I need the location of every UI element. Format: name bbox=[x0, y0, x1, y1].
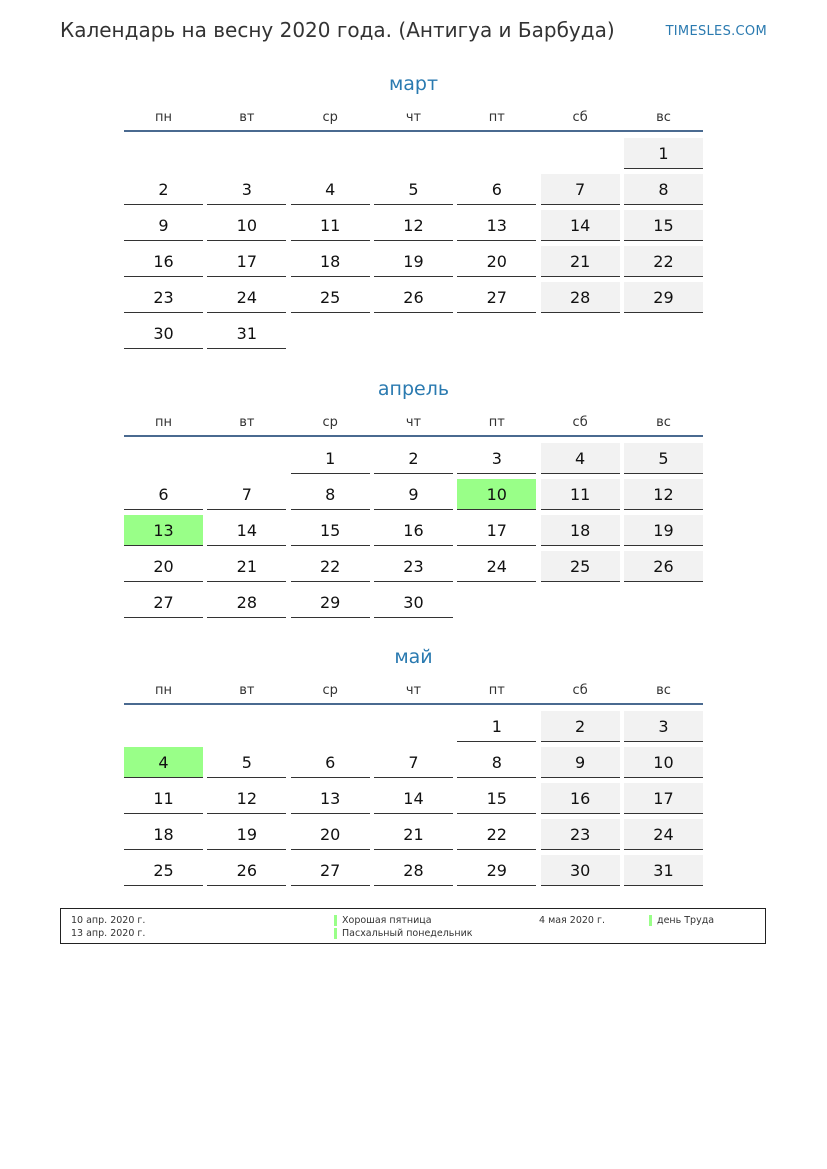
weekday-label: сб bbox=[572, 415, 588, 430]
empty-cell bbox=[291, 711, 370, 742]
day-cell: 24 bbox=[457, 551, 536, 582]
day-cell: 7 bbox=[374, 747, 453, 778]
day-cell: 24 bbox=[207, 282, 286, 313]
day-cell: 26 bbox=[624, 551, 703, 582]
day-cell: 16 bbox=[124, 246, 203, 277]
holiday-day-cell: 13 bbox=[124, 515, 203, 546]
weekday-label: сб bbox=[572, 110, 588, 125]
holiday-day-cell: 4 bbox=[124, 747, 203, 778]
day-cell: 7 bbox=[207, 479, 286, 510]
empty-cell bbox=[541, 138, 620, 169]
day-cell: 25 bbox=[541, 551, 620, 582]
weekday-label: пт bbox=[488, 110, 505, 125]
day-cell: 14 bbox=[541, 210, 620, 241]
empty-cell bbox=[124, 138, 203, 169]
weekday-label: пн bbox=[155, 110, 172, 125]
legend-date: 10 апр. 2020 г. bbox=[71, 915, 146, 926]
day-grid bbox=[124, 138, 703, 349]
weekday-label: чт bbox=[405, 683, 422, 698]
day-cell: 26 bbox=[207, 855, 286, 886]
day-cell: 6 bbox=[457, 174, 536, 205]
weekday-label: ср bbox=[322, 415, 338, 430]
empty-cell bbox=[374, 711, 453, 742]
day-cell: 15 bbox=[624, 210, 703, 241]
day-cell: 22 bbox=[291, 551, 370, 582]
day-cell: 30 bbox=[374, 587, 453, 618]
day-cell: 2 bbox=[124, 174, 203, 205]
day-cell: 12 bbox=[374, 210, 453, 241]
holiday-day-cell: 10 bbox=[457, 479, 536, 510]
day-cell: 30 bbox=[124, 318, 203, 349]
legend-name bbox=[657, 914, 714, 927]
day-cell: 8 bbox=[457, 747, 536, 778]
day-cell: 5 bbox=[374, 174, 453, 205]
day-cell: 31 bbox=[624, 855, 703, 886]
day-cell: 19 bbox=[374, 246, 453, 277]
empty-cell bbox=[207, 138, 286, 169]
day-grid bbox=[124, 443, 703, 618]
day-cell: 3 bbox=[207, 174, 286, 205]
day-cell: 25 bbox=[124, 855, 203, 886]
empty-cell bbox=[291, 138, 370, 169]
day-cell: 21 bbox=[541, 246, 620, 277]
weekday-label: вс bbox=[656, 415, 671, 430]
day-cell: 17 bbox=[207, 246, 286, 277]
day-cell: 14 bbox=[207, 515, 286, 546]
day-cell: 13 bbox=[457, 210, 536, 241]
day-cell: 27 bbox=[457, 282, 536, 313]
weekday-label: вт bbox=[239, 110, 255, 125]
day-cell: 19 bbox=[624, 515, 703, 546]
weekday-label: пн bbox=[155, 415, 172, 430]
day-cell: 21 bbox=[207, 551, 286, 582]
day-cell: 26 bbox=[374, 282, 453, 313]
day-cell: 21 bbox=[374, 819, 453, 850]
day-cell: 18 bbox=[291, 246, 370, 277]
weekday-label: вс bbox=[656, 683, 671, 698]
empty-cell bbox=[457, 138, 536, 169]
day-cell: 10 bbox=[207, 210, 286, 241]
weekday-label: вт bbox=[239, 683, 255, 698]
day-cell: 16 bbox=[374, 515, 453, 546]
weekday-label: пн bbox=[155, 683, 172, 698]
page-title: Календарь на весну 2020 года. (Антигуа и Барбуда) bbox=[60, 18, 615, 42]
day-cell: 17 bbox=[457, 515, 536, 546]
day-cell: 22 bbox=[624, 246, 703, 277]
site-link[interactable]: TIMESLES.COM bbox=[665, 24, 767, 39]
day-cell: 13 bbox=[291, 783, 370, 814]
day-cell: 28 bbox=[207, 587, 286, 618]
day-cell: 23 bbox=[124, 282, 203, 313]
day-cell: 14 bbox=[374, 783, 453, 814]
empty-cell bbox=[124, 443, 203, 474]
day-cell: 24 bbox=[624, 819, 703, 850]
weekday-header bbox=[124, 678, 703, 705]
weekday-label: ср bbox=[322, 683, 338, 698]
day-cell: 29 bbox=[624, 282, 703, 313]
day-cell: 29 bbox=[457, 855, 536, 886]
empty-cell bbox=[207, 443, 286, 474]
month-block bbox=[124, 375, 703, 618]
legend-date: 4 мая 2020 г. bbox=[539, 915, 605, 926]
day-cell: 1 bbox=[291, 443, 370, 474]
day-cell: 2 bbox=[541, 711, 620, 742]
weekday-label: вс bbox=[656, 110, 671, 125]
day-cell: 9 bbox=[374, 479, 453, 510]
day-cell: 5 bbox=[207, 747, 286, 778]
empty-cell bbox=[207, 711, 286, 742]
legend-name bbox=[342, 927, 473, 940]
day-cell: 10 bbox=[624, 747, 703, 778]
weekday-header bbox=[124, 105, 703, 132]
weekday-label: ср bbox=[322, 110, 338, 125]
day-cell: 17 bbox=[624, 783, 703, 814]
day-cell: 23 bbox=[541, 819, 620, 850]
day-cell: 11 bbox=[291, 210, 370, 241]
weekday-label: сб bbox=[572, 683, 588, 698]
legend-name-text: день Труда bbox=[657, 915, 715, 926]
legend-color-marker bbox=[649, 915, 652, 926]
day-cell: 1 bbox=[457, 711, 536, 742]
month-name: май bbox=[394, 646, 433, 668]
weekday-header bbox=[124, 410, 703, 437]
day-cell: 15 bbox=[291, 515, 370, 546]
day-cell: 15 bbox=[457, 783, 536, 814]
day-cell: 18 bbox=[541, 515, 620, 546]
day-cell: 27 bbox=[291, 855, 370, 886]
day-cell: 20 bbox=[457, 246, 536, 277]
weekday-label: пт bbox=[488, 683, 505, 698]
day-cell: 19 bbox=[207, 819, 286, 850]
empty-cell bbox=[124, 711, 203, 742]
day-cell: 12 bbox=[207, 783, 286, 814]
legend-name-text: Пасхальный понедельник bbox=[342, 928, 473, 939]
weekday-label: чт bbox=[405, 415, 422, 430]
weekday-label: чт bbox=[405, 110, 422, 125]
holiday-legend bbox=[60, 908, 766, 944]
month-block bbox=[124, 70, 703, 349]
day-cell: 6 bbox=[124, 479, 203, 510]
legend-name bbox=[342, 914, 432, 927]
day-cell: 5 bbox=[624, 443, 703, 474]
day-cell: 20 bbox=[124, 551, 203, 582]
day-cell: 11 bbox=[541, 479, 620, 510]
day-cell: 3 bbox=[457, 443, 536, 474]
day-cell: 23 bbox=[374, 551, 453, 582]
day-cell: 6 bbox=[291, 747, 370, 778]
day-cell: 12 bbox=[624, 479, 703, 510]
weekday-label: вт bbox=[239, 415, 255, 430]
legend-date: 13 апр. 2020 г. bbox=[71, 928, 146, 939]
day-cell: 28 bbox=[541, 282, 620, 313]
legend-color-marker bbox=[334, 928, 337, 939]
day-cell: 7 bbox=[541, 174, 620, 205]
day-cell: 3 bbox=[624, 711, 703, 742]
day-cell: 2 bbox=[374, 443, 453, 474]
day-cell: 4 bbox=[541, 443, 620, 474]
month-name: апрель bbox=[377, 378, 450, 400]
day-cell: 9 bbox=[541, 747, 620, 778]
day-cell: 8 bbox=[624, 174, 703, 205]
day-cell: 31 bbox=[207, 318, 286, 349]
day-cell: 16 bbox=[541, 783, 620, 814]
month-block bbox=[124, 643, 703, 886]
day-cell: 8 bbox=[291, 479, 370, 510]
day-cell: 25 bbox=[291, 282, 370, 313]
day-cell: 28 bbox=[374, 855, 453, 886]
empty-cell bbox=[374, 138, 453, 169]
day-cell: 18 bbox=[124, 819, 203, 850]
day-cell: 20 bbox=[291, 819, 370, 850]
day-cell: 29 bbox=[291, 587, 370, 618]
day-cell: 1 bbox=[624, 138, 703, 169]
legend-name-text: Хорошая пятница bbox=[342, 915, 432, 926]
day-grid bbox=[124, 711, 703, 886]
legend-color-marker bbox=[334, 915, 337, 926]
day-cell: 4 bbox=[291, 174, 370, 205]
weekday-label: пт bbox=[488, 415, 505, 430]
day-cell: 27 bbox=[124, 587, 203, 618]
day-cell: 9 bbox=[124, 210, 203, 241]
month-name: март bbox=[388, 73, 439, 95]
day-cell: 30 bbox=[541, 855, 620, 886]
day-cell: 22 bbox=[457, 819, 536, 850]
day-cell: 11 bbox=[124, 783, 203, 814]
